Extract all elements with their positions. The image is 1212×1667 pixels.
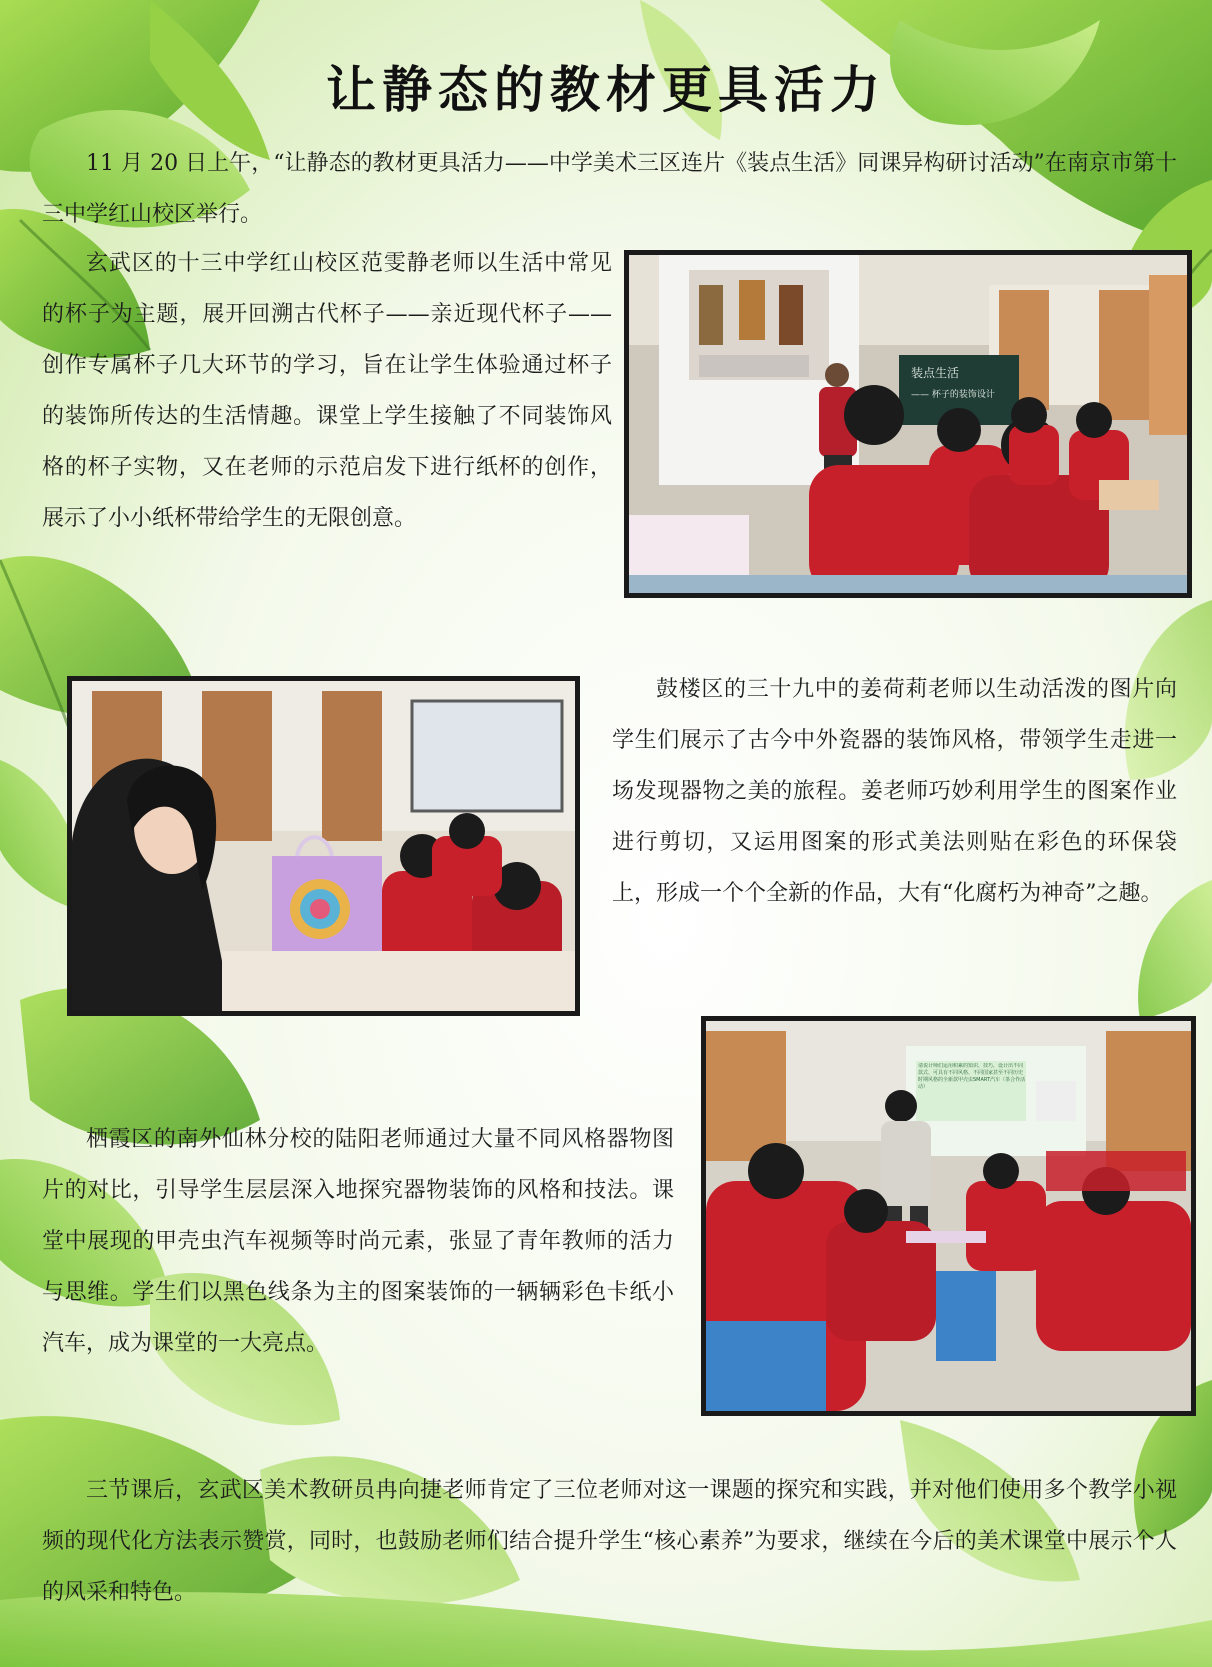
classroom-photo-1-image <box>629 255 1187 593</box>
paragraph-xuanwu: 玄武区的十三中学红山校区范雯静老师以生活中常见的杯子为主题，展开回溯古代杯子——亲近现代杯子——创作专属杯子几大环节的学习，旨在让学生体验通过杯子的装饰所传达的生活情趣。课堂上学生接触了不同装饰风格的杯子实物，又在老师的示范启发下进行纸杯的创作，展示了小小纸杯带给学生的无限创意。 <box>42 251 612 531</box>
page-title: 让静态的教材更具活力 <box>326 60 886 119</box>
paragraph-gulou: 鼓楼区的三十九中的姜荷莉老师以生动活泼的图片向学生们展示了古今中外瓷器的装饰风格，带领学生走进一场发现器物之美的旅程。姜老师巧妙利用学生的图案作业进行剪切，又运用图案的形式美法则贴在彩色的环保袋上，形成一个个全新的作品，大有“化腐朽为神奇”之趣。 <box>612 677 1177 906</box>
paragraph-qixia: 栖霞区的南外仙林分校的陆阳老师通过大量不同风格器物图片的对比，引导学生层层深入地探究器物装饰的风格和技法。课堂中展现的甲壳虫汽车视频等时尚元素，张显了青年教师的活力与思维。学生们以黑色线条为主的图案装饰的一辆辆彩色卡纸小汽车，成为课堂的一大亮点。 <box>42 1127 674 1356</box>
classroom-photo-2 <box>67 676 580 1016</box>
classroom-photo-1 <box>624 250 1192 598</box>
paragraph-summary: 三节课后，玄武区美术教研员冉向捷老师肯定了三位老师对这一课题的探究和实践，并对他们使用多个教学小视频的现代化方法表示赞赏，同时，也鼓励老师们结合提升学生“核心素养”为要求，继续在今后的美术课堂中展示个人的风采和特色。 <box>42 1478 1177 1605</box>
paragraph-intro: 11 月 20 日上午，“让静态的教材更具活力——中学美术三区连片《装点生活》同课异构研讨活动”在南京市第十三中学红山校区举行。 <box>42 151 1177 227</box>
classroom-photo-3-image <box>706 1021 1191 1411</box>
classroom-photo-3 <box>701 1016 1196 1416</box>
slide-text: 请说计师们运用积累的知识、技巧，设计出不同款式、可具有不同风格、不同国家甚至不同历史时期风格的全新款甲壳虫SMART汽车（茶合作活动） <box>918 1063 1026 1090</box>
blackboard-title: 装点生活 <box>911 366 960 380</box>
classroom-photo-2-image <box>72 681 575 1011</box>
blackboard-subtitle: —— 杯子的装饰设计 <box>911 390 995 400</box>
